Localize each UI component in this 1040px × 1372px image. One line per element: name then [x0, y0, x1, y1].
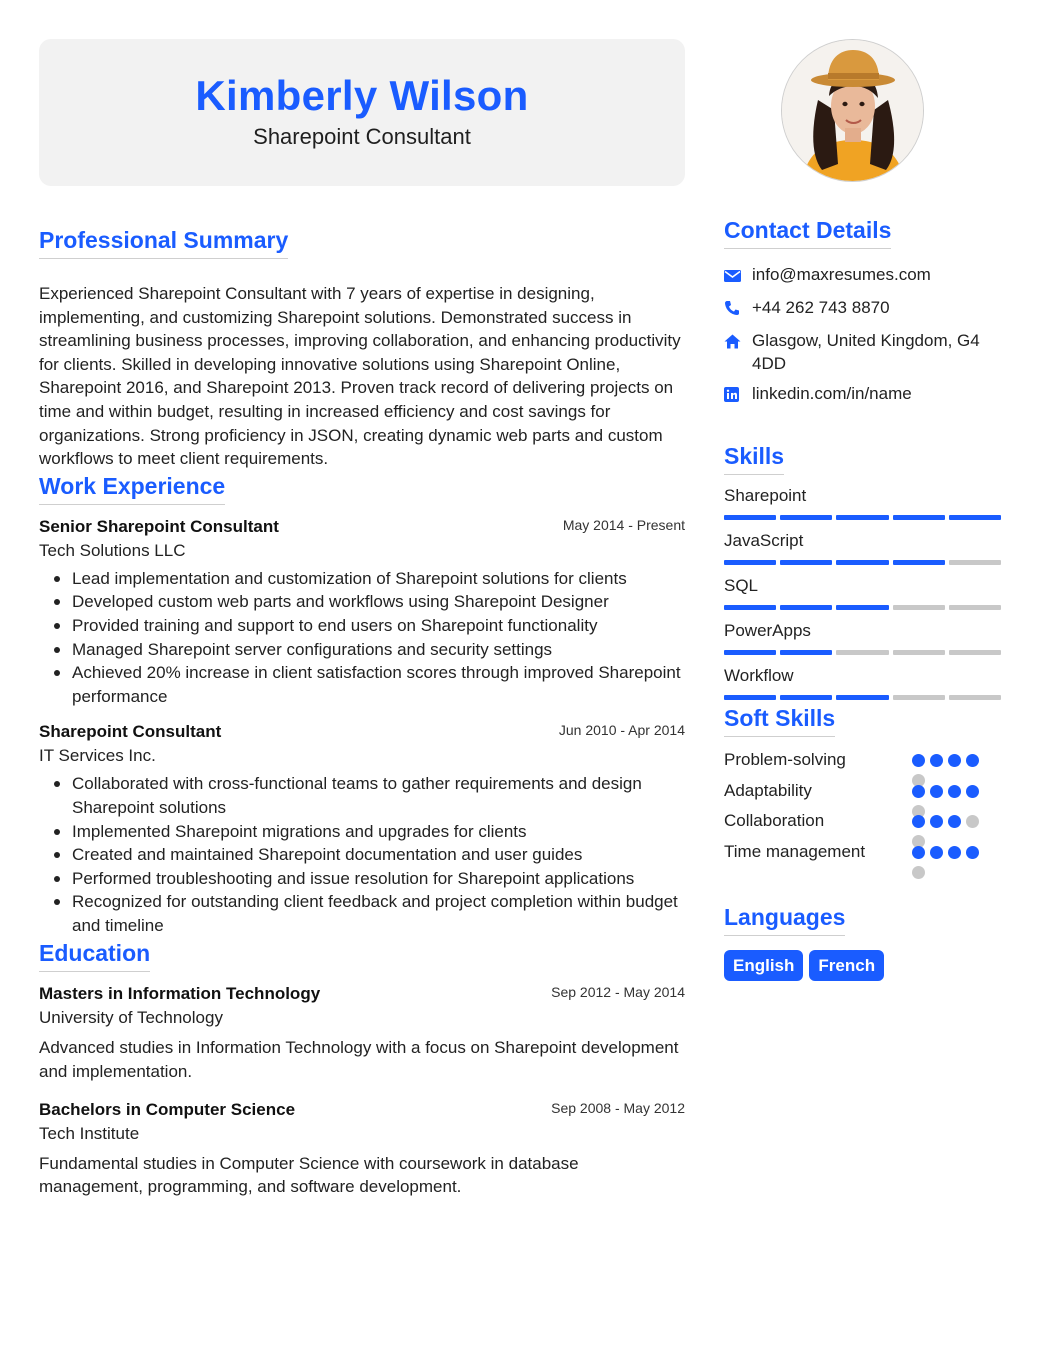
job-date: May 2014 - Present — [562, 516, 685, 533]
languages-list — [724, 950, 1001, 981]
school-name: University of Technology — [39, 1008, 223, 1028]
home-icon — [724, 329, 752, 355]
skill-level-segment — [780, 605, 832, 610]
skill-level-segment — [949, 560, 1001, 565]
soft-skill-dot — [930, 815, 943, 828]
profile-photo — [781, 39, 924, 182]
skill-level-segment — [949, 605, 1001, 610]
skill-level-segment — [949, 515, 1001, 520]
soft-skill-name: Adaptability — [724, 780, 812, 800]
skill-item — [724, 620, 1001, 655]
envelope-icon — [724, 263, 752, 289]
skill-level-segment — [836, 650, 888, 655]
skill-level-segment — [780, 695, 832, 700]
education-desc: Fundamental studies in Computer Science with coursework in database management, programming, and software development. — [39, 1153, 579, 1197]
contact-phone-text[interactable]: +44 262 743 8870 — [752, 298, 890, 317]
phone-icon — [724, 296, 752, 322]
skill-level-segment — [724, 650, 776, 655]
soft-skill-item — [724, 780, 1001, 811]
soft-skill-dot — [948, 785, 961, 798]
skill-level-segment — [780, 515, 832, 520]
soft-skill-item — [724, 749, 1001, 780]
education-date: Sep 2012 - May 2014 — [551, 984, 685, 1001]
job-title: Senior Sharepoint Consultant — [39, 516, 279, 536]
education-desc: Advanced studies in Information Technology with a focus on Sharepoint development and implementation. — [39, 1038, 679, 1082]
skill-item — [724, 530, 1001, 565]
header-box — [39, 39, 685, 186]
skill-level-segment — [949, 695, 1001, 700]
soft-skill-dot — [948, 846, 961, 859]
language-badge: French — [809, 950, 884, 981]
job-bullet: Recognized for outstanding client feedback and project completion within budget and timeline — [39, 890, 685, 937]
soft-skill-dot — [966, 754, 979, 767]
soft-skill-dot — [966, 846, 979, 859]
skill-level-segment — [893, 560, 945, 565]
soft-skill-item — [724, 841, 1001, 872]
skill-level-segment — [893, 515, 945, 520]
education-entry — [39, 1098, 685, 1199]
skill-level-segment — [724, 515, 776, 520]
skills-section — [724, 442, 1001, 700]
section-title-skills: Skills — [724, 442, 784, 475]
profile-photo-illustration — [782, 40, 924, 182]
skill-level-bar — [724, 650, 1001, 655]
skill-level-bar — [724, 695, 1001, 700]
section-title-experience: Work Experience — [39, 472, 225, 505]
section-title-summary: Professional Summary — [39, 226, 288, 259]
skill-name: Sharepoint — [724, 486, 807, 505]
job-entry — [39, 515, 685, 709]
skill-item — [724, 485, 1001, 520]
job-company: IT Services Inc. — [39, 746, 156, 766]
degree-title: Bachelors in Computer Science — [39, 1099, 296, 1119]
candidate-name: Kimberly Wilson — [195, 72, 529, 119]
contact-email — [724, 263, 1001, 289]
section-title-contact: Contact Details — [724, 216, 891, 249]
soft-skill-dot — [948, 754, 961, 767]
section-title-soft-skills: Soft Skills — [724, 704, 835, 737]
skill-level-bar — [724, 515, 1001, 520]
job-date: Jun 2010 - Apr 2014 — [558, 722, 685, 739]
soft-skill-dot — [966, 815, 979, 828]
contact-linkedin-text[interactable]: linkedin.com/in/name — [752, 384, 912, 403]
contact-email-text[interactable]: info@maxresumes.com — [752, 265, 931, 284]
soft-skill-dot — [930, 785, 943, 798]
sidebar-column — [724, 39, 1001, 981]
candidate-title: Sharepoint Consultant — [253, 124, 471, 149]
skill-level-segment — [836, 605, 888, 610]
job-bullets — [39, 772, 685, 937]
experience-section — [39, 472, 685, 938]
linkedin-icon — [724, 382, 752, 408]
skill-level-bar — [724, 560, 1001, 565]
soft-skill-name: Time management — [724, 841, 866, 861]
soft-skill-dot — [966, 785, 979, 798]
job-bullet: Performed troubleshooting and issue resolution for Sharepoint applications — [39, 867, 685, 891]
job-bullet: Created and maintained Sharepoint documentation and user guides — [39, 843, 685, 867]
skill-item — [724, 665, 1001, 700]
contact-section — [724, 216, 1001, 408]
education-date: Sep 2008 - May 2012 — [551, 1099, 685, 1116]
skill-level-segment — [780, 650, 832, 655]
main-column — [39, 39, 685, 1199]
skill-level-segment — [836, 515, 888, 520]
languages-section — [724, 903, 1001, 981]
education-section — [39, 939, 685, 1198]
summary-section — [39, 226, 685, 471]
job-entry — [39, 720, 685, 937]
soft-skill-dot — [930, 754, 943, 767]
skill-name: PowerApps — [724, 621, 811, 640]
soft-skill-item — [724, 810, 1001, 841]
soft-skill-name: Collaboration — [724, 811, 825, 830]
skill-level-segment — [893, 605, 945, 610]
soft-skill-dot — [912, 754, 925, 767]
job-bullet: Managed Sharepoint server configurations and security settings — [39, 638, 685, 662]
job-bullets — [39, 567, 685, 709]
soft-skill-dot — [912, 866, 925, 879]
job-company: Tech Solutions LLC — [39, 540, 186, 560]
education-entry — [39, 982, 685, 1083]
language-badge: English — [724, 950, 803, 981]
skill-level-bar — [724, 605, 1001, 610]
skill-level-segment — [893, 650, 945, 655]
job-bullet: Collaborated with cross-functional teams to gather requirements and design Sharepoint solutions — [39, 772, 685, 819]
soft-skill-name: Problem-solving — [724, 750, 846, 769]
skill-level-segment — [836, 695, 888, 700]
skill-level-segment — [836, 560, 888, 565]
skills-list — [724, 485, 1001, 700]
school-name: Tech Institute — [39, 1123, 140, 1143]
job-bullet: Developed custom web parts and workflows using Sharepoint Designer — [39, 590, 685, 614]
soft-skills-list — [724, 749, 1001, 871]
skill-level-segment — [724, 605, 776, 610]
job-bullet: Implemented Sharepoint migrations and upgrades for clients — [39, 820, 685, 844]
job-bullet: Provided training and support to end users on Sharepoint functionality — [39, 614, 685, 638]
contact-address — [724, 329, 1001, 375]
skill-name: SQL — [724, 576, 759, 595]
soft-skill-dot — [912, 785, 925, 798]
skill-name: JavaScript — [724, 531, 804, 550]
skill-name: Workflow — [724, 666, 794, 685]
skill-level-segment — [893, 695, 945, 700]
skill-level-segment — [724, 560, 776, 565]
contact-phone — [724, 296, 1001, 322]
soft-skills-section — [724, 704, 1001, 871]
soft-skill-dot — [912, 815, 925, 828]
soft-skill-dot — [948, 815, 961, 828]
soft-skill-dot — [912, 846, 925, 859]
skill-level-segment — [780, 560, 832, 565]
skill-item — [724, 575, 1001, 610]
contact-linkedin — [724, 382, 1001, 408]
job-bullet: Lead implementation and customization of Sharepoint solutions for clients — [39, 567, 685, 591]
section-title-languages: Languages — [724, 903, 845, 936]
section-title-education: Education — [39, 939, 150, 972]
skill-level-segment — [724, 695, 776, 700]
summary-text: Experienced Sharepoint Consultant with 7 years of expertise in designing, implementing, and customizing Sharepoint solutions. Demonstrated success in streamlining business processes, improving collaboration, and enhancing productivity for clients. Skilled in developing innovative solutions using Sharepoint Online, Sharepoint 2016, and Sharepoint 2013. Proven track record of delivering projects on time and within budget, resulting in increased efficiency and cost savings for organizations. Strong proficiency in JSON, creating dynamic web parts and custom workflows to meet client requirements. — [39, 284, 681, 469]
contact-address-text: Glasgow, United Kingdom, G4 4DD — [752, 331, 980, 373]
degree-title: Masters in Information Technology — [39, 984, 321, 1004]
soft-skill-dot — [930, 846, 943, 859]
skill-level-segment — [949, 650, 1001, 655]
job-title: Sharepoint Consultant — [39, 722, 222, 742]
job-bullet: Achieved 20% increase in client satisfaction scores through improved Sharepoint performance — [39, 661, 685, 708]
